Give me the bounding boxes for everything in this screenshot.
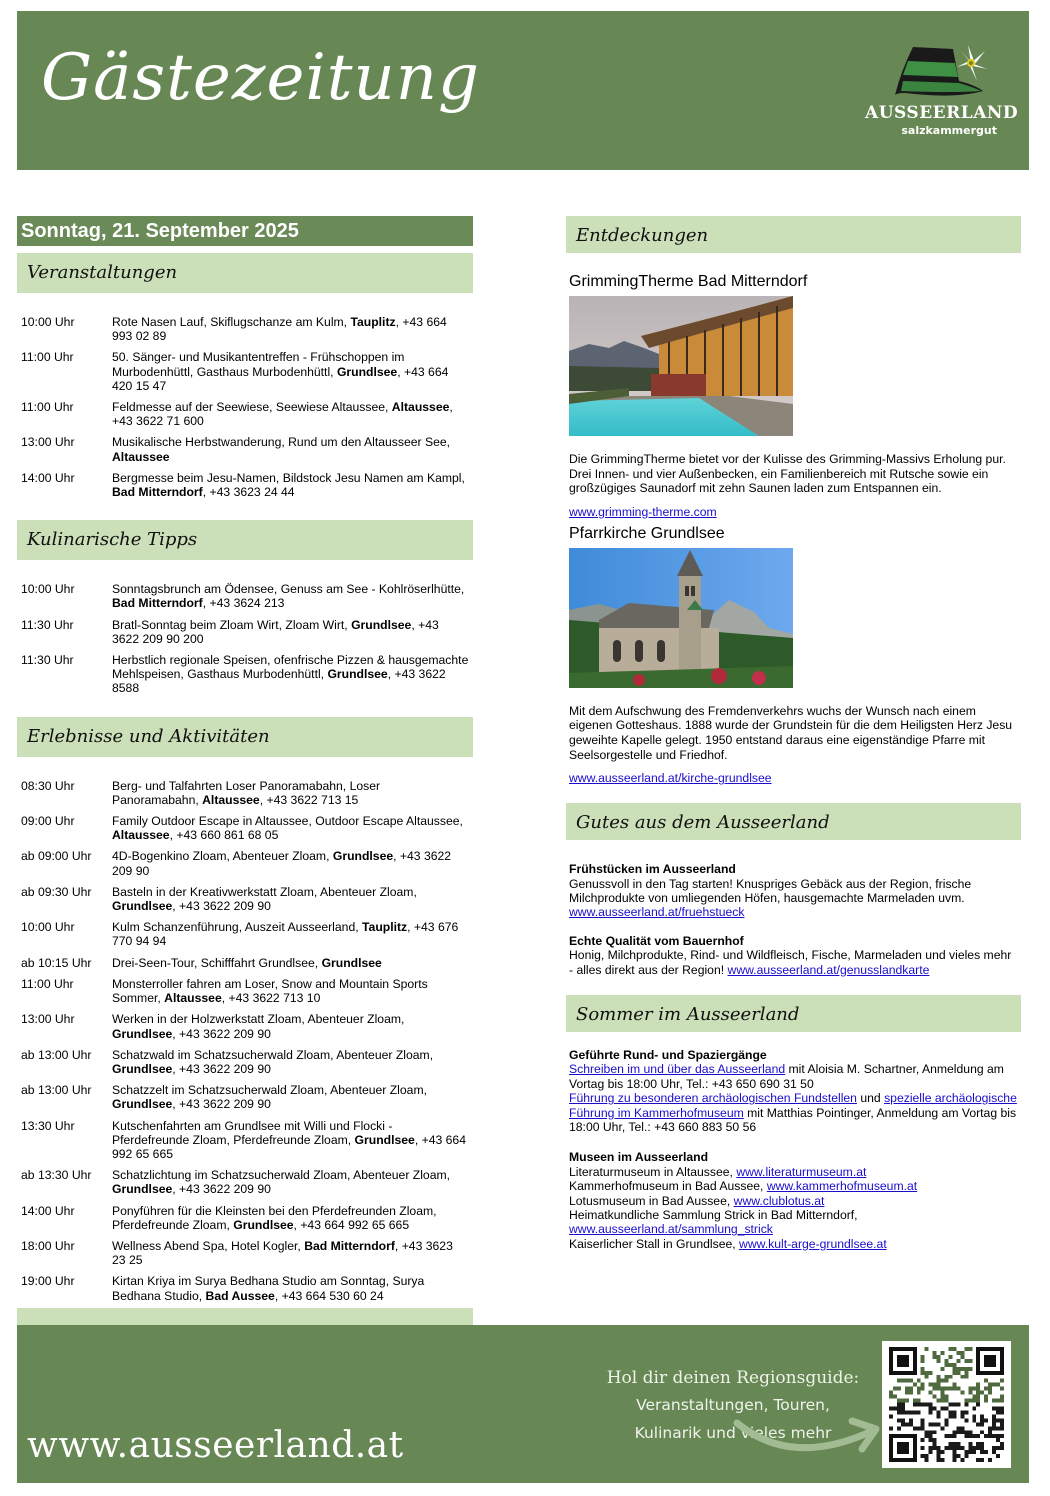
tour-text: und	[856, 1091, 885, 1106]
event-row	[21, 435, 473, 463]
footer-website-link[interactable]: www.ausseerland.at	[27, 1425, 404, 1466]
promo-line: Kulinarik und vieles mehr	[634, 1424, 832, 1442]
event-row	[21, 1274, 473, 1302]
event-row	[21, 977, 473, 1005]
event-description: Bratl-Sonntag beim Zloam Wirt, Zloam Wirt, Grundlsee, +43 3622 209 90 200	[112, 617, 439, 646]
tours-title: Geführte Rund- und Spaziergänge	[569, 1048, 767, 1062]
photo-thermal-pool	[569, 296, 793, 436]
tour-text: mit Aloisia M. Schartner, Anmeldung am Vortag bis 18:00 Uhr, Tel.: +43 650 690 31 50	[569, 1062, 1004, 1091]
discovery-title: Pfarrkirche Grundlsee	[569, 524, 725, 542]
gutes-item-title: Echte Qualität vom Bauernhof	[569, 933, 744, 948]
event-location: Grundlsee	[112, 1061, 173, 1076]
event-description: Basteln in der Kreativwerkstatt Zloam, Abenteuer Zloam, Grundlsee, +43 3622 209 90	[112, 884, 417, 914]
event-row	[21, 1204, 473, 1232]
event-row	[21, 849, 473, 877]
event-description: Berg- und Talfahrten Loser Panoramabahn, Loser Panoramabahn, Altaussee, +43 3622 713 15	[112, 778, 381, 807]
museum-link[interactable]: www.literaturmuseum.at	[736, 1164, 867, 1179]
tour-link-fundstellen[interactable]: Führung zu besonderen archäologischen Fundstellen	[569, 1091, 857, 1106]
discovery-title: GrimmingTherme Bad Mitterndorf	[569, 273, 808, 290]
promo-line: Veranstaltungen, Touren,	[636, 1396, 830, 1414]
event-time: 11:00 Uhr	[21, 976, 74, 991]
event-description: Kutschenfahrten am Grundlsee mit Willi und Flocki - Pferdefreunde Zloam, Pferdefreunde Zloam, Grundlsee, +43 664 992 65 665	[112, 1118, 466, 1161]
event-row	[21, 1083, 473, 1111]
event-description: Musikalische Herbstwanderung, Rund um den Altausseer See, Altaussee	[112, 435, 451, 464]
gutes-item	[569, 934, 1018, 977]
event-location: Bad Mitterndorf	[112, 485, 203, 500]
event-time: 10:00 Uhr	[21, 315, 75, 329]
activity-list	[17, 757, 473, 1324]
event-location: Grundlsee	[321, 955, 382, 970]
event-description: Kulm Schanzenführung, Auszeit Ausseerland, Tauplitz, +43 676 770 94 94	[112, 920, 459, 949]
tour-link-schreiben[interactable]: Schreiben im und über das Ausseerland	[569, 1062, 786, 1077]
event-location: Altaussee	[112, 828, 170, 843]
event-row	[21, 1168, 473, 1196]
event-location: Bad Mitterndorf	[112, 596, 203, 611]
event-description: Schatzwald im Schatzsucherwald Zloam, Abenteuer Zloam, Grundlsee, +43 3622 209 90	[112, 1047, 434, 1076]
event-description: Wellness Abend Spa, Hotel Kogler, Bad Mitterndorf, +43 3623 23 25	[112, 1238, 453, 1268]
event-time: 14:00 Uhr	[21, 470, 75, 485]
section-heading-erlebnisse: Erlebnisse und Aktivitäten	[17, 717, 473, 757]
event-location: Tauplitz	[362, 920, 408, 935]
kirche-grundlsee-link[interactable]: www.ausseerland.at/kirche-grundlsee	[569, 771, 772, 786]
event-row	[21, 400, 473, 428]
event-description: Monsterroller fahren am Loser, Snow and Mountain Sports Sommer, Altaussee, +43 3622 713 10	[112, 976, 428, 1006]
museum-item: Lotusmuseum in Bad Aussee, www.clublotus.at	[569, 1193, 825, 1208]
event-description: Drei-Seen-Tour, Schifffahrt Grundlsee, Grundlsee	[112, 955, 382, 970]
museum-link[interactable]: www.clublotus.at	[733, 1193, 825, 1208]
section-divider	[17, 1308, 473, 1326]
event-description: 50. Sänger- und Musikantentreffen - Frühschoppen im Murbodenhüttl, Gasthaus Murbodenhüttl, Grundlsee, +43 664 420 15 47	[112, 350, 449, 393]
section-heading-veranstaltungen: Veranstaltungen	[17, 253, 473, 293]
event-time: 09:00 Uhr	[21, 814, 75, 829]
fruehstueck-link[interactable]: www.ausseerland.at/fruehstueck	[569, 905, 745, 920]
curved-arrow-icon	[732, 1413, 882, 1463]
event-row	[21, 653, 473, 696]
page-title: Gästezeitung	[41, 41, 480, 115]
event-time: 19:00 Uhr	[21, 1274, 75, 1289]
event-location: Altaussee	[202, 792, 260, 807]
event-time: 11:00 Uhr	[21, 400, 74, 415]
event-time: ab 13:00 Uhr	[21, 1047, 92, 1062]
page-footer	[17, 1325, 1029, 1483]
event-time: 13:30 Uhr	[21, 1118, 75, 1133]
event-location: Grundlsee	[233, 1217, 294, 1232]
event-location: Grundlsee	[351, 617, 412, 632]
event-time: ab 10:15 Uhr	[21, 955, 92, 970]
museum-link[interactable]: www.ausseerland.at/sammlung_strick	[569, 1222, 773, 1237]
museum-link[interactable]: www.kult-arge-grundlsee.at	[739, 1236, 887, 1251]
hat-edelweiss-logo-icon	[875, 41, 995, 105]
event-location: Altaussee	[112, 449, 170, 464]
event-row	[21, 350, 473, 393]
event-row	[21, 471, 473, 499]
tour-link-kammerhof[interactable]: spezielle archäologische Führung im Kammerhofmuseum	[569, 1091, 1017, 1120]
gutes-item-title: Frühstücken im Ausseerland	[569, 862, 736, 877]
museum-item: Literaturmuseum in Altaussee, www.literaturmuseum.at	[569, 1164, 867, 1179]
event-description: Schatzlichtung im Schatzsucherwald Zloam, Abenteuer Zloam, Grundlsee, +43 3622 209 90	[112, 1168, 451, 1197]
event-location: Grundlsee	[112, 1097, 173, 1112]
event-description: Bergmesse beim Jesu-Namen, Bildstock Jesu Namen am Kampl, Bad Mitterndorf, +43 3623 24 44	[112, 470, 465, 500]
museum-list	[569, 1165, 1018, 1251]
event-location: Grundlsee	[332, 849, 394, 864]
tours-block	[569, 1048, 1018, 1134]
event-time: 14:00 Uhr	[21, 1203, 75, 1218]
museums-block	[569, 1150, 1018, 1251]
section-heading-gutes: Gutes aus dem Ausseerland	[566, 803, 1021, 840]
event-description: Werken in der Holzwerkstatt Zloam, Abenteuer Zloam, Grundlsee, +43 3622 209 90	[112, 1012, 405, 1041]
event-row	[21, 920, 473, 948]
museum-item: Kaiserlicher Stall in Grundlsee, www.kult-arge-grundlsee.at	[569, 1236, 887, 1251]
event-time: ab 13:00 Uhr	[21, 1083, 92, 1098]
event-row	[21, 582, 473, 610]
museum-link[interactable]: www.kammerhofmuseum.at	[766, 1179, 918, 1194]
discovery-description: Die GrimmingTherme bietet vor der Kulisse des Grimming-Massivs Erholung pur. Drei Innen- und vier Außenbecken, ein Familienbereich mit Rutsche sowie ein großzügiges Saunadorf mit zehn Saunen laden zum Entspannen ein.	[569, 452, 1006, 496]
right-column	[566, 216, 1021, 1251]
event-time: ab 13:30 Uhr	[21, 1168, 92, 1183]
event-time: 11:30 Uhr	[21, 617, 74, 632]
event-description: Rote Nasen Lauf, Skiflugschanze am Kulm, Tauplitz, +43 664 993 02 89	[112, 315, 447, 344]
event-location: Bad Mitterndorf	[304, 1238, 395, 1253]
event-location: Grundlsee	[327, 667, 388, 682]
section-heading-entdeckungen: Entdeckungen	[566, 216, 1021, 253]
tour-text: mit Matthias Pointinger, Anmeldung am Vortag bis 18:00 Uhr, Tel.: +43 660 883 50 56	[569, 1105, 1017, 1135]
logo-subtitle: salzkammergut	[901, 124, 997, 137]
date-heading: Sonntag, 21. September 2025	[17, 216, 473, 246]
ausseerland-logo[interactable]	[865, 41, 1019, 141]
event-row	[21, 1239, 473, 1267]
event-time: 13:00 Uhr	[21, 1012, 75, 1027]
section-heading-sommer: Sommer im Ausseerland	[566, 995, 1021, 1032]
event-row	[21, 1048, 473, 1076]
culinary-list	[17, 560, 473, 716]
event-description: Herbstlich regionale Speisen, ofenfrische Pizzen & hausgemachte Mehlspeisen, Gasthaus Murbodenhüttl, Grundlsee, +43 3622 8588	[112, 653, 469, 696]
genusslandkarte-link[interactable]: www.ausseerland.at/genusslandkarte	[727, 962, 930, 977]
section-heading-kulinarik: Kulinarische Tipps	[17, 520, 473, 560]
event-time: ab 09:00 Uhr	[21, 849, 92, 864]
event-time: 11:00 Uhr	[21, 350, 74, 365]
gutes-item	[569, 862, 1018, 920]
event-row	[21, 956, 473, 970]
event-row	[21, 315, 473, 343]
event-time: 10:00 Uhr	[21, 920, 75, 935]
event-row	[21, 885, 473, 913]
event-time: 10:00 Uhr	[21, 582, 75, 597]
event-row	[21, 1119, 473, 1162]
gutes-item-text: Honig, Milchprodukte, Rind- und Wildfleisch, Fische, Marmeladen und vieles mehr - alles direkt aus der Region!	[569, 948, 1012, 977]
event-description: Feldmesse auf der Seewiese, Seewiese Altaussee, Altaussee, +43 3622 71 600	[112, 400, 453, 429]
event-location: Grundlsee	[112, 899, 173, 914]
event-list	[17, 293, 473, 520]
event-location: Altaussee	[164, 991, 222, 1006]
museum-item: Heimatkundliche Sammlung Strick in Bad Mitterndorf, www.ausseerland.at/sammlung_strick	[569, 1208, 858, 1237]
event-row	[21, 814, 473, 842]
event-description: Schatzzelt im Schatzsucherwald Zloam, Abenteuer Zloam, Grundlsee, +43 3622 209 90	[112, 1083, 427, 1112]
event-row	[21, 779, 473, 807]
event-description: Family Outdoor Escape in Altaussee, Outdoor Escape Altaussee, Altaussee, +43 660 861 68 05	[112, 814, 463, 843]
event-location: Bad Aussee	[205, 1288, 275, 1303]
event-location: Grundlsee	[112, 1026, 173, 1041]
promo-headline: Hol dir deinen Regionsguide:	[606, 1368, 860, 1388]
event-description: 4D-Bogenkino Zloam, Abenteuer Zloam, Grundlsee, +43 3622 209 90	[112, 849, 452, 878]
event-row	[21, 618, 473, 646]
museum-item: Kammerhofmuseum in Bad Aussee, www.kammerhofmuseum.at	[569, 1179, 918, 1194]
event-location: Grundlsee	[112, 1182, 173, 1197]
grimming-therme-link[interactable]: www.grimming-therme.com	[569, 504, 717, 519]
museums-title: Museen im Ausseerland	[569, 1150, 709, 1165]
page-header	[17, 11, 1029, 170]
photo-church	[569, 548, 793, 688]
event-time: 11:30 Uhr	[21, 653, 74, 668]
gutes-item-text: Genussvoll in den Tag starten! Knuspriges Gebäck aus der Region, frische Milchprodukte von umliegenden Höfen, hausgemachte Marmeladen uvm.	[569, 876, 972, 905]
logo-name: AUSSEERLAND	[865, 103, 1019, 123]
event-time: 13:00 Uhr	[21, 435, 75, 450]
event-description: Ponyführen für die Kleinsten bei den Pferdefreunden Zloam, Pferdefreunde Zloam, Grundlsee, +43 664 992 65 665	[112, 1203, 437, 1232]
event-location: Grundlsee	[354, 1132, 415, 1147]
discovery-description: Mit dem Aufschwung des Fremdenverkehrs wuchs der Wunsch nach einem eigenen Gotteshaus. 1888 wurde der Grundstein für die dem Heiligsten Herz Jesu geweihte Kapelle gelegt. 1950 entstand daraus eine eigenständige Pfarre mit Seelsorgestelle und Friedhof.	[569, 703, 1013, 762]
event-location: Altaussee	[391, 400, 450, 415]
event-time: ab 09:30 Uhr	[21, 884, 92, 899]
qr-code[interactable]	[882, 1341, 1011, 1468]
event-time: 18:00 Uhr	[21, 1238, 75, 1253]
event-location: Tauplitz	[350, 315, 396, 329]
event-description: Kirtan Kriya im Surya Bedhana Studio am Sonntag, Surya Bedhana Studio, Bad Aussee, +43 664 530 60 24	[112, 1274, 425, 1303]
event-location: Grundlsee	[336, 364, 398, 379]
event-time: 08:30 Uhr	[21, 778, 75, 793]
event-row	[21, 1012, 473, 1040]
event-description: Sonntagsbrunch am Ödensee, Genuss am See - Kohlröserlhütte, Bad Mitterndorf, +43 3624 213	[112, 582, 465, 611]
left-column	[17, 216, 473, 1324]
